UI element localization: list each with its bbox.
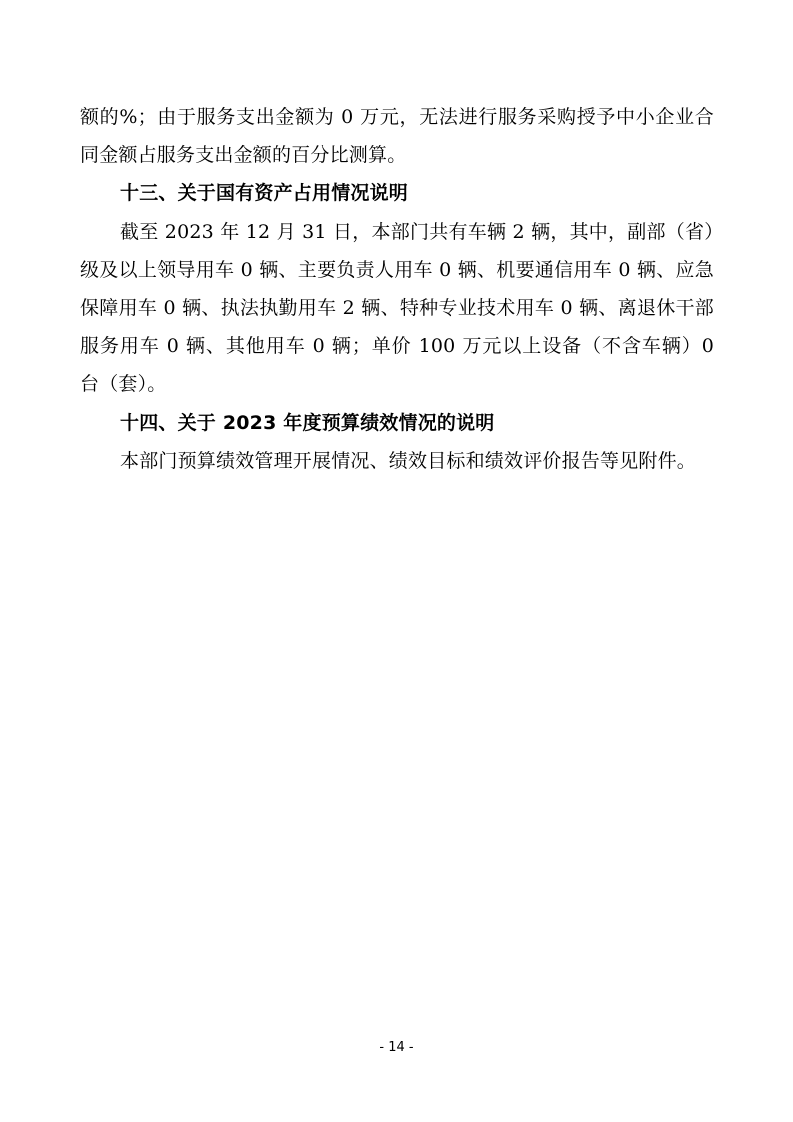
paragraph-service-procurement: 额的%；由于服务支出金额为 0 万元，无法进行服务采购授予中小企业合同金额占服务支出金额的百分比测算。: [80, 106, 714, 167]
paragraph-performance: 本部门预算绩效管理开展情况、绩效目标和绩效评价报告等见附件。: [120, 449, 697, 472]
document-body: [80, 98, 714, 480]
paragraph-state-assets: 截至 2023 年 12 月 31 日，本部门共有车辆 2 辆，其中，副部（省）级及以上领导用车 0 辆、主要负责人用车 0 辆、机要通信用车 0 辆、应急保障用车 0 辆、执法执勤用车 2 辆、特种专业技术用车 0 辆、离退休干部服务用车 0 辆、其他用车 0 辆；单价 100 万元以上设备（不含车辆）0 台（套）。: [80, 220, 714, 396]
heading-section-13: 十三、关于国有资产占用情况说明: [120, 182, 409, 205]
page-number: - 14 -: [379, 1040, 414, 1055]
heading-section-14: 十四、关于 2023 年度预算绩效情况的说明: [120, 411, 495, 434]
